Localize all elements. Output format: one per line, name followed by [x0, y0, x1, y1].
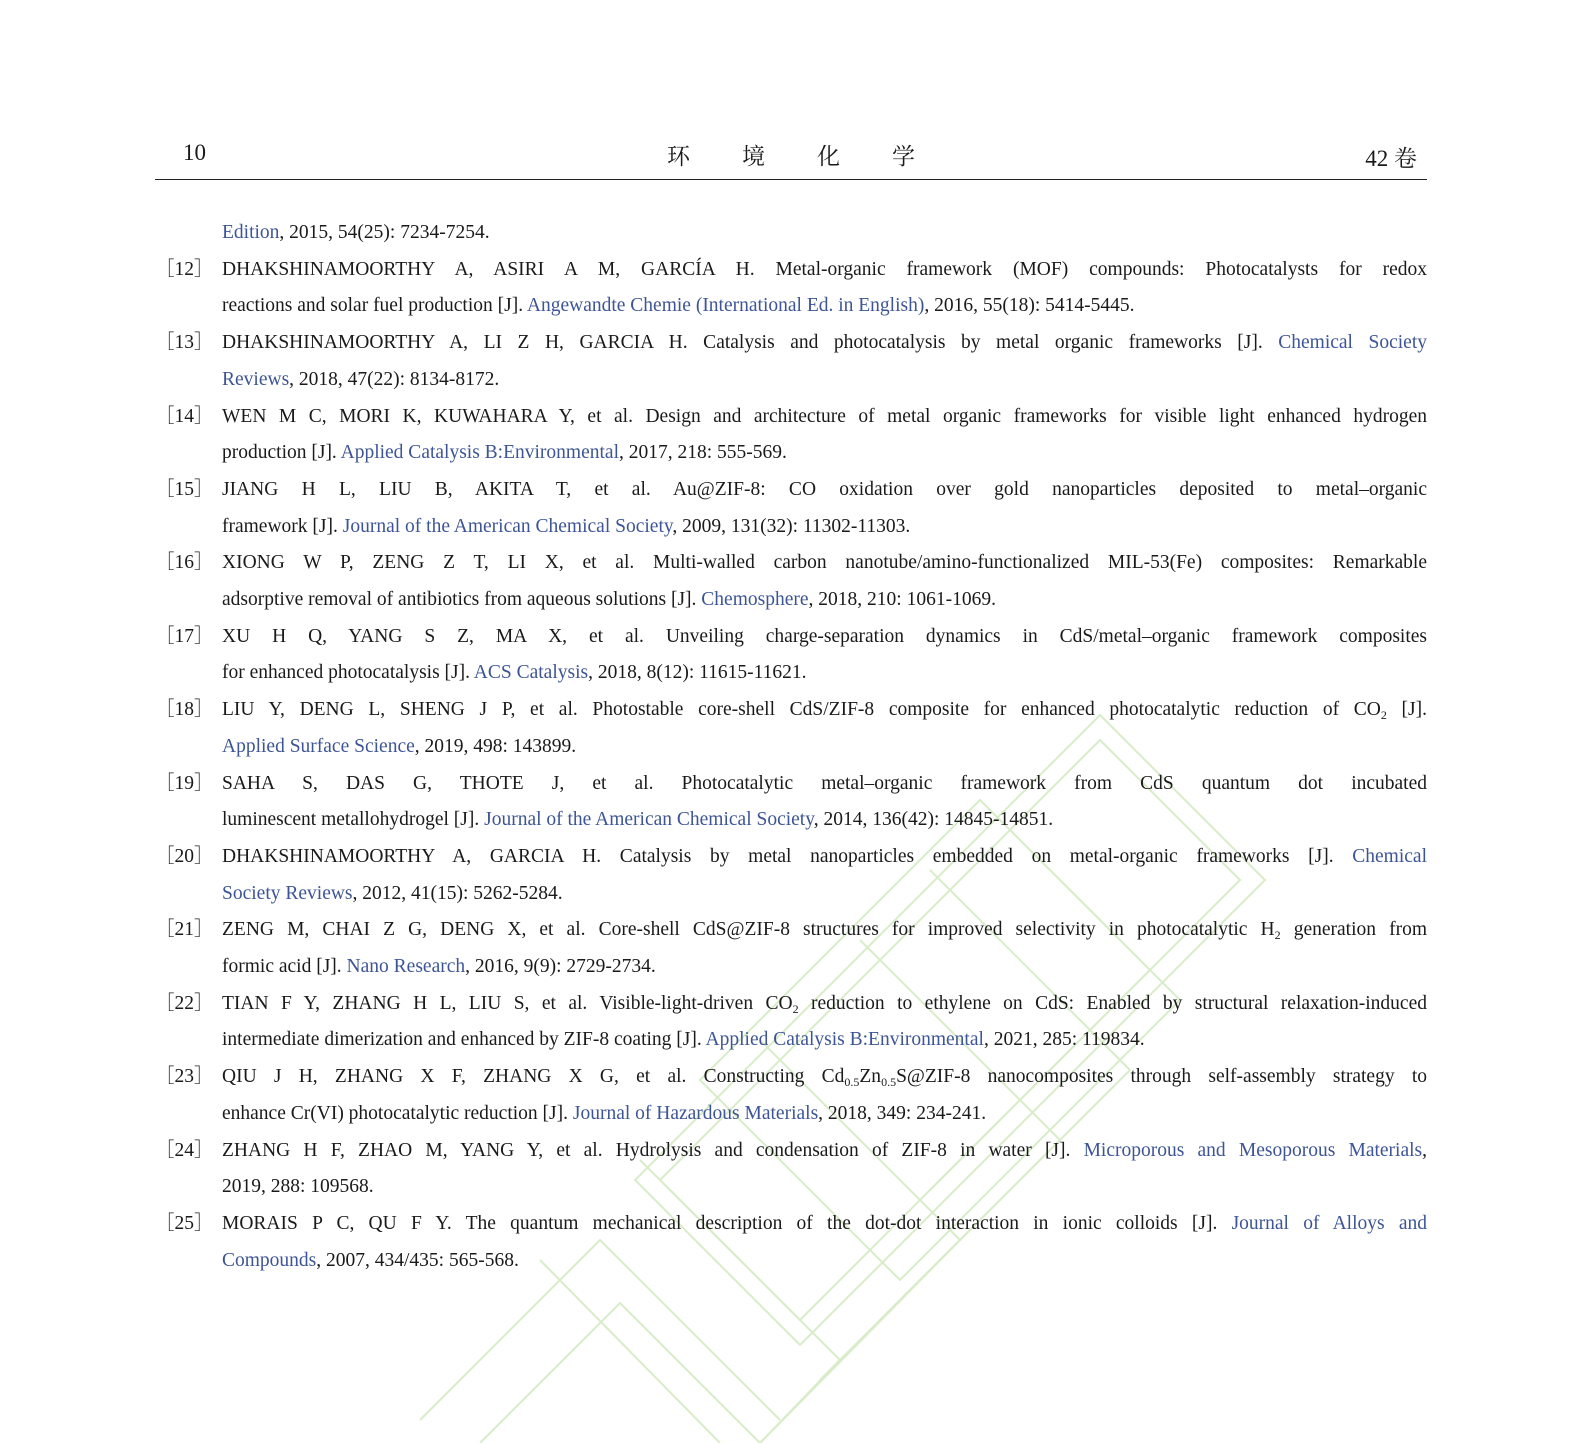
- reference-item: [155, 325, 1427, 398]
- journal-link[interactable]: Society Reviews: [222, 882, 353, 904]
- reference-line: [222, 435, 1427, 472]
- reference-text: DHAKSHINAMOORTHY A, GARCIA H. Catalysis by metal nanoparticles embedded on metal-organic frameworks [J].: [222, 845, 1353, 867]
- reference-text: Zn: [859, 1066, 882, 1088]
- subscript: 2: [1274, 928, 1281, 943]
- reference-text: , 2009, 131(32): 11302-11303.: [672, 515, 911, 537]
- journal-link[interactable]: ACS Catalysis: [473, 662, 589, 684]
- running-header: [155, 136, 1427, 176]
- reference-item: [155, 399, 1427, 472]
- reference-text: , 2018, 210: 1061-1069.: [808, 589, 996, 611]
- reference-text: , 2018, 349: 234-241.: [818, 1102, 987, 1124]
- reference-text: , 2018, 47(22): 8134-8172.: [289, 368, 500, 390]
- reference-line: [222, 802, 1427, 839]
- reference-line: [222, 655, 1427, 692]
- reference-number: ［13］: [155, 332, 214, 354]
- reference-item: [155, 472, 1427, 545]
- page-number: 10: [183, 140, 206, 165]
- journal-link[interactable]: Applied Surface Science: [222, 735, 415, 757]
- reference-line: [222, 766, 1427, 803]
- reference-item: [155, 252, 1427, 325]
- reference-line: [222, 876, 1427, 913]
- reference-text: QIU J H, ZHANG X F, ZHANG X G, et al. Constructing Cd: [222, 1066, 845, 1088]
- reference-text: ,: [1422, 1139, 1427, 1161]
- reference-number: ［23］: [155, 1066, 214, 1088]
- journal-link[interactable]: Journal of Alloys and: [1231, 1212, 1427, 1234]
- reference-text: XIONG W P, ZENG Z T, LI X, et al. Multi-walled carbon nanotube/amino-functionalized MIL-53(Fe) composites: Remarkable: [222, 552, 1427, 574]
- reference-text: DHAKSHINAMOORTHY A, LI Z H, GARCIA H. Catalysis and photocatalysis by metal organic frameworks [J].: [222, 332, 1279, 354]
- journal-link[interactable]: Journal of the American Chemical Society: [342, 515, 673, 537]
- subscript: 2: [792, 1001, 799, 1016]
- reference-text: JIANG H L, LIU B, AKITA T, et al. Au@ZIF-8: CO oxidation over gold nanoparticles deposited to metal–organic: [222, 478, 1427, 500]
- reference-line: [222, 1022, 1427, 1059]
- reference-text: , 2012, 41(15): 5262-5284.: [352, 882, 563, 904]
- reference-text: intermediate dimerization and enhanced by ZIF-8 coating [J].: [222, 1029, 706, 1051]
- reference-number: ［15］: [155, 478, 214, 500]
- reference-item: [155, 692, 1427, 765]
- reference-text: , 2021, 285: 119834.: [983, 1029, 1145, 1051]
- reference-line: [222, 1059, 1427, 1096]
- reference-text: reduction to ethylene on CdS: Enabled by structural relaxation-induced: [798, 992, 1427, 1014]
- reference-line: [222, 1169, 1427, 1206]
- header-rule: [155, 179, 1427, 180]
- reference-text: , 2016, 9(9): 2729-2734.: [465, 956, 656, 978]
- reference-text: enhance Cr(VI) photocatalytic reduction [J].: [222, 1102, 573, 1124]
- reference-text: reactions and solar fuel production [J].: [222, 295, 527, 317]
- reference-item: [155, 912, 1427, 985]
- reference-text: , 2019, 498: 143899.: [414, 735, 577, 757]
- reference-text: luminescent metallohydrogel [J].: [222, 809, 485, 831]
- reference-item: [155, 215, 1427, 252]
- reference-text: DHAKSHINAMOORTHY A, ASIRI A M, GARCÍA H. Metal-organic framework (MOF) compounds: Photocatalysts for redox: [222, 258, 1427, 280]
- reference-line: [222, 399, 1427, 436]
- reference-number: ［25］: [155, 1212, 214, 1234]
- reference-line: [222, 839, 1427, 876]
- reference-text: generation from: [1280, 919, 1427, 941]
- reference-line: [222, 986, 1427, 1023]
- reference-item: [155, 839, 1427, 912]
- reference-text: 2019, 288: 109568.: [222, 1176, 374, 1198]
- reference-line: [222, 1096, 1427, 1133]
- reference-text: WEN M C, MORI K, KUWAHARA Y, et al. Design and architecture of metal organic frameworks for visible light enhanced hydrogen: [222, 405, 1427, 427]
- reference-line: [222, 545, 1427, 582]
- reference-item: [155, 766, 1427, 839]
- reference-number: ［19］: [155, 772, 214, 794]
- reference-item: [155, 1133, 1427, 1206]
- reference-line: [222, 729, 1427, 766]
- reference-text: , 2016, 55(18): 5414-5445.: [924, 295, 1135, 317]
- reference-item: [155, 545, 1427, 618]
- reference-number: ［16］: [155, 552, 214, 574]
- reference-text: , 2014, 136(42): 14845-14851.: [813, 809, 1054, 831]
- journal-link[interactable]: Chemical Society: [1278, 332, 1428, 354]
- reference-line: [222, 472, 1427, 509]
- reference-number: ［21］: [155, 919, 214, 941]
- reference-line: [222, 912, 1427, 949]
- journal-link[interactable]: Nano Research: [346, 956, 466, 978]
- journal-link[interactable]: Angewandte Chemie (International Ed. in English): [526, 295, 925, 317]
- reference-text: LIU Y, DENG L, SHENG J P, et al. Photostable core-shell CdS/ZIF-8 composite for enhanced photocatalytic reduction of CO: [222, 699, 1381, 721]
- subscript: 0.5: [881, 1075, 897, 1090]
- reference-text: SAHA S, DAS G, THOTE J, et al. Photocatalytic metal–organic framework from CdS quantum dot incubated: [222, 772, 1427, 794]
- reference-line: [222, 325, 1427, 362]
- reference-item: [155, 1059, 1427, 1132]
- reference-line: [222, 1133, 1427, 1170]
- reference-text: ZENG M, CHAI Z G, DENG X, et al. Core-shell CdS@ZIF-8 structures for improved selectivity in photocatalytic H: [222, 919, 1275, 941]
- reference-line: [222, 288, 1427, 325]
- subscript: 0.5: [844, 1075, 860, 1090]
- reference-line: [222, 1206, 1427, 1243]
- reference-text: S@ZIF-8 nanocomposites through self-assembly strategy to: [896, 1066, 1427, 1088]
- journal-title: 环境化学: [667, 144, 967, 169]
- journal-link[interactable]: Chemosphere: [701, 589, 809, 611]
- reference-line: [222, 949, 1427, 986]
- reference-text: [J].: [1386, 699, 1428, 721]
- reference-line: [222, 619, 1427, 656]
- journal-link[interactable]: Journal of the American Chemical Society: [484, 809, 814, 831]
- journal-link[interactable]: Journal of Hazardous Materials: [572, 1102, 819, 1124]
- reference-number: ［20］: [155, 845, 214, 867]
- reference-number: ［18］: [155, 699, 214, 721]
- reference-text: for enhanced photocatalysis [J].: [222, 662, 474, 684]
- reference-number: ［22］: [155, 992, 214, 1014]
- reference-line: [222, 582, 1427, 619]
- reference-line: [222, 1243, 1427, 1280]
- volume-label: 42 卷: [1365, 146, 1417, 171]
- reference-line: [222, 692, 1427, 729]
- reference-item: [155, 619, 1427, 692]
- reference-text: TIAN F Y, ZHANG H L, LIU S, et al. Visible-light-driven CO: [222, 992, 793, 1014]
- journal-link[interactable]: Edition: [222, 222, 280, 243]
- reference-text: , 2007, 434/435: 565-568.: [316, 1249, 519, 1271]
- reference-text: adsorptive removal of antibiotics from aqueous solutions [J].: [222, 589, 702, 611]
- journal-link[interactable]: Chemical: [1352, 845, 1427, 867]
- reference-list: [155, 215, 1427, 1279]
- reference-item: [155, 986, 1427, 1059]
- journal-link[interactable]: Microporous and Mesoporous Materials: [1083, 1139, 1423, 1161]
- reference-number: ［24］: [155, 1139, 214, 1161]
- journal-link[interactable]: Reviews: [222, 368, 290, 390]
- reference-item: [155, 1206, 1427, 1279]
- reference-text: ZHANG H F, ZHAO M, YANG Y, et al. Hydrolysis and condensation of ZIF-8 in water [J].: [222, 1139, 1084, 1161]
- reference-line: [222, 215, 1427, 252]
- reference-text: , 2018, 8(12): 11615-11621.: [588, 662, 807, 684]
- reference-text: XU H Q, YANG S Z, MA X, et al. Unveiling charge-separation dynamics in CdS/metal–organic framework composites: [222, 625, 1427, 647]
- reference-number: ［17］: [155, 625, 214, 647]
- reference-line: [222, 362, 1427, 399]
- journal-link[interactable]: Applied Catalysis B:Environmental: [705, 1029, 984, 1051]
- reference-text: , 2017, 218: 555-569.: [619, 442, 787, 464]
- reference-line: [222, 509, 1427, 546]
- reference-number: ［14］: [155, 405, 214, 427]
- reference-text: , 2015, 54(25): 7234-7254.: [279, 222, 490, 243]
- reference-text: MORAIS P C, QU F Y. The quantum mechanical description of the dot-dot interaction in ionic colloids [J].: [222, 1212, 1232, 1234]
- subscript: 2: [1380, 708, 1387, 723]
- reference-text: production [J].: [222, 442, 341, 464]
- journal-link[interactable]: Compounds: [222, 1249, 317, 1271]
- reference-text: framework [J].: [222, 515, 343, 537]
- reference-line: [222, 252, 1427, 289]
- reference-number: ［12］: [155, 258, 214, 280]
- reference-text: formic acid [J].: [222, 956, 347, 978]
- journal-link[interactable]: Applied Catalysis B:Environmental: [340, 442, 619, 464]
